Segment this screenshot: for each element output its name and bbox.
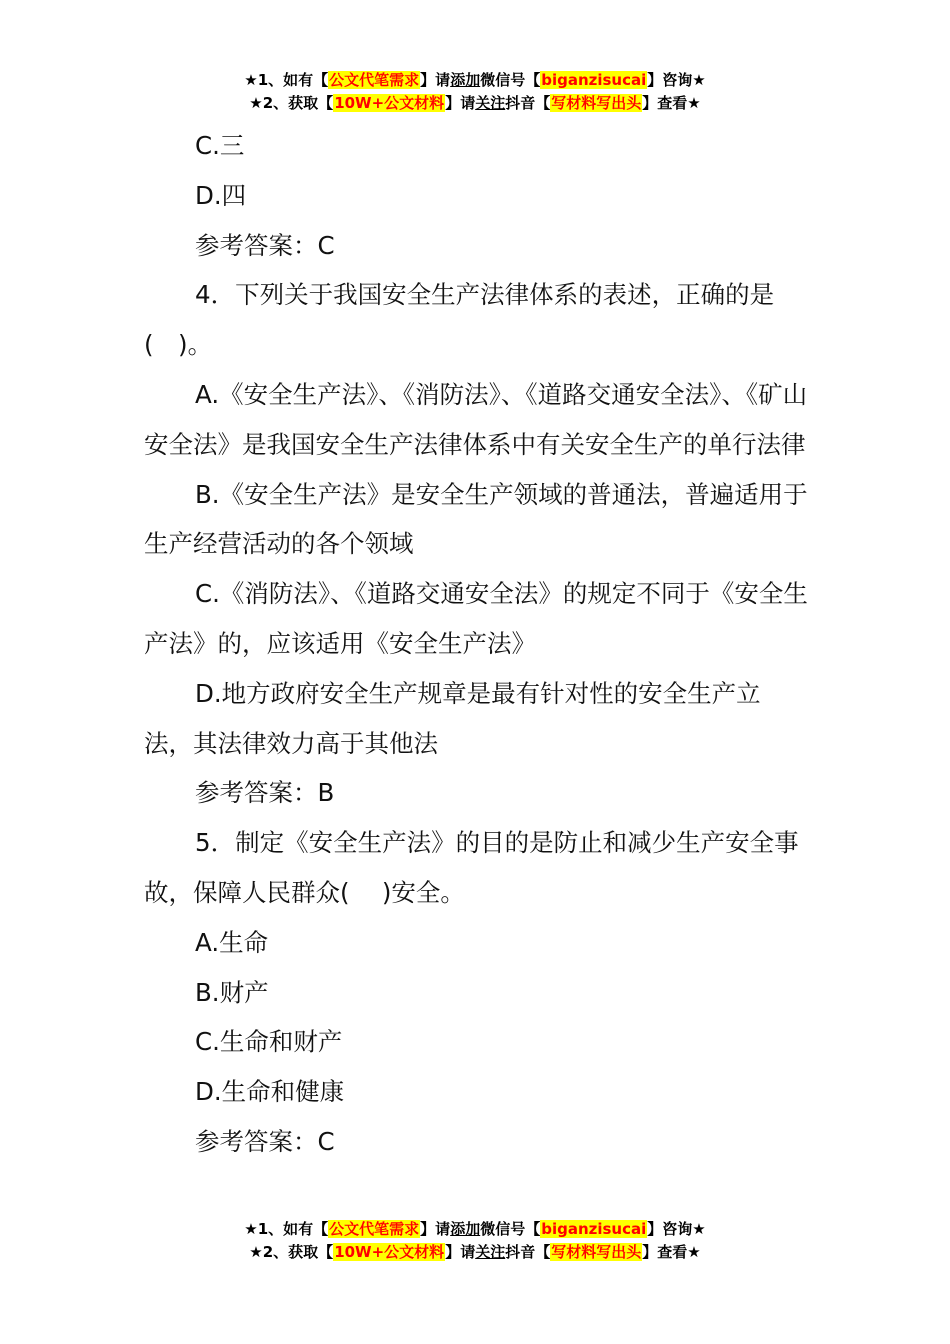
header-banner — [0, 69, 950, 115]
banner-underlined: 添加 — [450, 71, 481, 89]
banner-highlight: 写材料写出头 — [551, 94, 642, 112]
banner-line-1 — [0, 69, 950, 92]
banner-text: ★2、获取【 — [249, 1243, 334, 1261]
banner-underlined: 关注 — [475, 1243, 506, 1261]
banner-highlight: biganzisucai — [541, 1220, 647, 1238]
banner-text: ★1、如有【 — [244, 71, 329, 89]
q5-stem: 5．制定《安全生产法》的目的是防止和减少生产安全事故，保障人民群众( )安全。 — [144, 828, 799, 907]
banner-highlight: 写材料写出头 — [551, 1243, 642, 1261]
banner-text: 微信号【 — [480, 71, 541, 89]
banner-text: 抖音【 — [505, 94, 551, 112]
banner-underlined: 关注 — [475, 94, 506, 112]
banner-text: 】请 — [420, 1220, 451, 1238]
q4-stem: 4．下列关于我国安全生产法律体系的表述，正确的是( )。 — [144, 280, 775, 360]
banner-text: ★1、如有【 — [244, 1220, 329, 1238]
q5-option-c: C.生命和财产 — [195, 1027, 343, 1057]
banner-line-1 — [0, 1218, 950, 1241]
banner-text: 】咨询★ — [647, 71, 706, 89]
q5-option-b: B.财产 — [195, 977, 269, 1007]
banner-highlight: 10W+公文材料 — [334, 1243, 445, 1261]
q5-answer: 参考答案：C — [195, 1126, 335, 1156]
footer-banner — [0, 1218, 950, 1264]
q4-option-c: C.《消防法》、《道路交通安全法》的规定不同于《安全生产法》的，应该适用《安全生产法》 — [144, 579, 808, 658]
banner-highlight: 公文代笔需求 — [329, 71, 420, 89]
banner-text: 】查看★ — [642, 94, 701, 112]
q4-option-d: D.地方政府安全生产规章是最有针对性的安全生产立法，其法律效力高于其他法 — [144, 678, 761, 758]
banner-highlight: 10W+公文材料 — [334, 94, 445, 112]
q4-option-a: A.《安全生产法》、《消防法》、《道路交通安全法》、《矿山安全法》是我国安全生产法律体系中有关安全生产的单行法律 — [144, 379, 808, 459]
banner-text: 微信号【 — [480, 1220, 541, 1238]
banner-text: 】请 — [445, 1243, 476, 1261]
banner-highlight: biganzisucai — [541, 71, 647, 89]
banner-text: 抖音【 — [505, 1243, 551, 1261]
banner-text: 】查看★ — [642, 1243, 701, 1261]
q4-option-b: B.《安全生产法》是安全生产领域的普通法，普遍适用于生产经营活动的各个领域 — [144, 479, 808, 559]
banner-underlined: 添加 — [450, 1220, 481, 1238]
q3-option-d: D.四 — [195, 180, 247, 210]
banner-line-2 — [0, 1241, 950, 1264]
q5-option-a: A.生命 — [195, 927, 269, 957]
q4-answer: 参考答案：B — [195, 778, 335, 808]
q5-option-d: D.生命和健康 — [195, 1077, 345, 1107]
banner-line-2 — [0, 92, 950, 115]
banner-highlight: 公文代笔需求 — [329, 1220, 420, 1238]
banner-text: 】咨询★ — [647, 1220, 706, 1238]
q3-answer: 参考答案：C — [195, 230, 335, 260]
document-body — [144, 121, 808, 1167]
q3-option-c: C.三 — [195, 131, 245, 160]
banner-text: 】请 — [445, 94, 476, 112]
banner-text: 】请 — [420, 71, 451, 89]
banner-text: ★2、获取【 — [249, 94, 334, 112]
